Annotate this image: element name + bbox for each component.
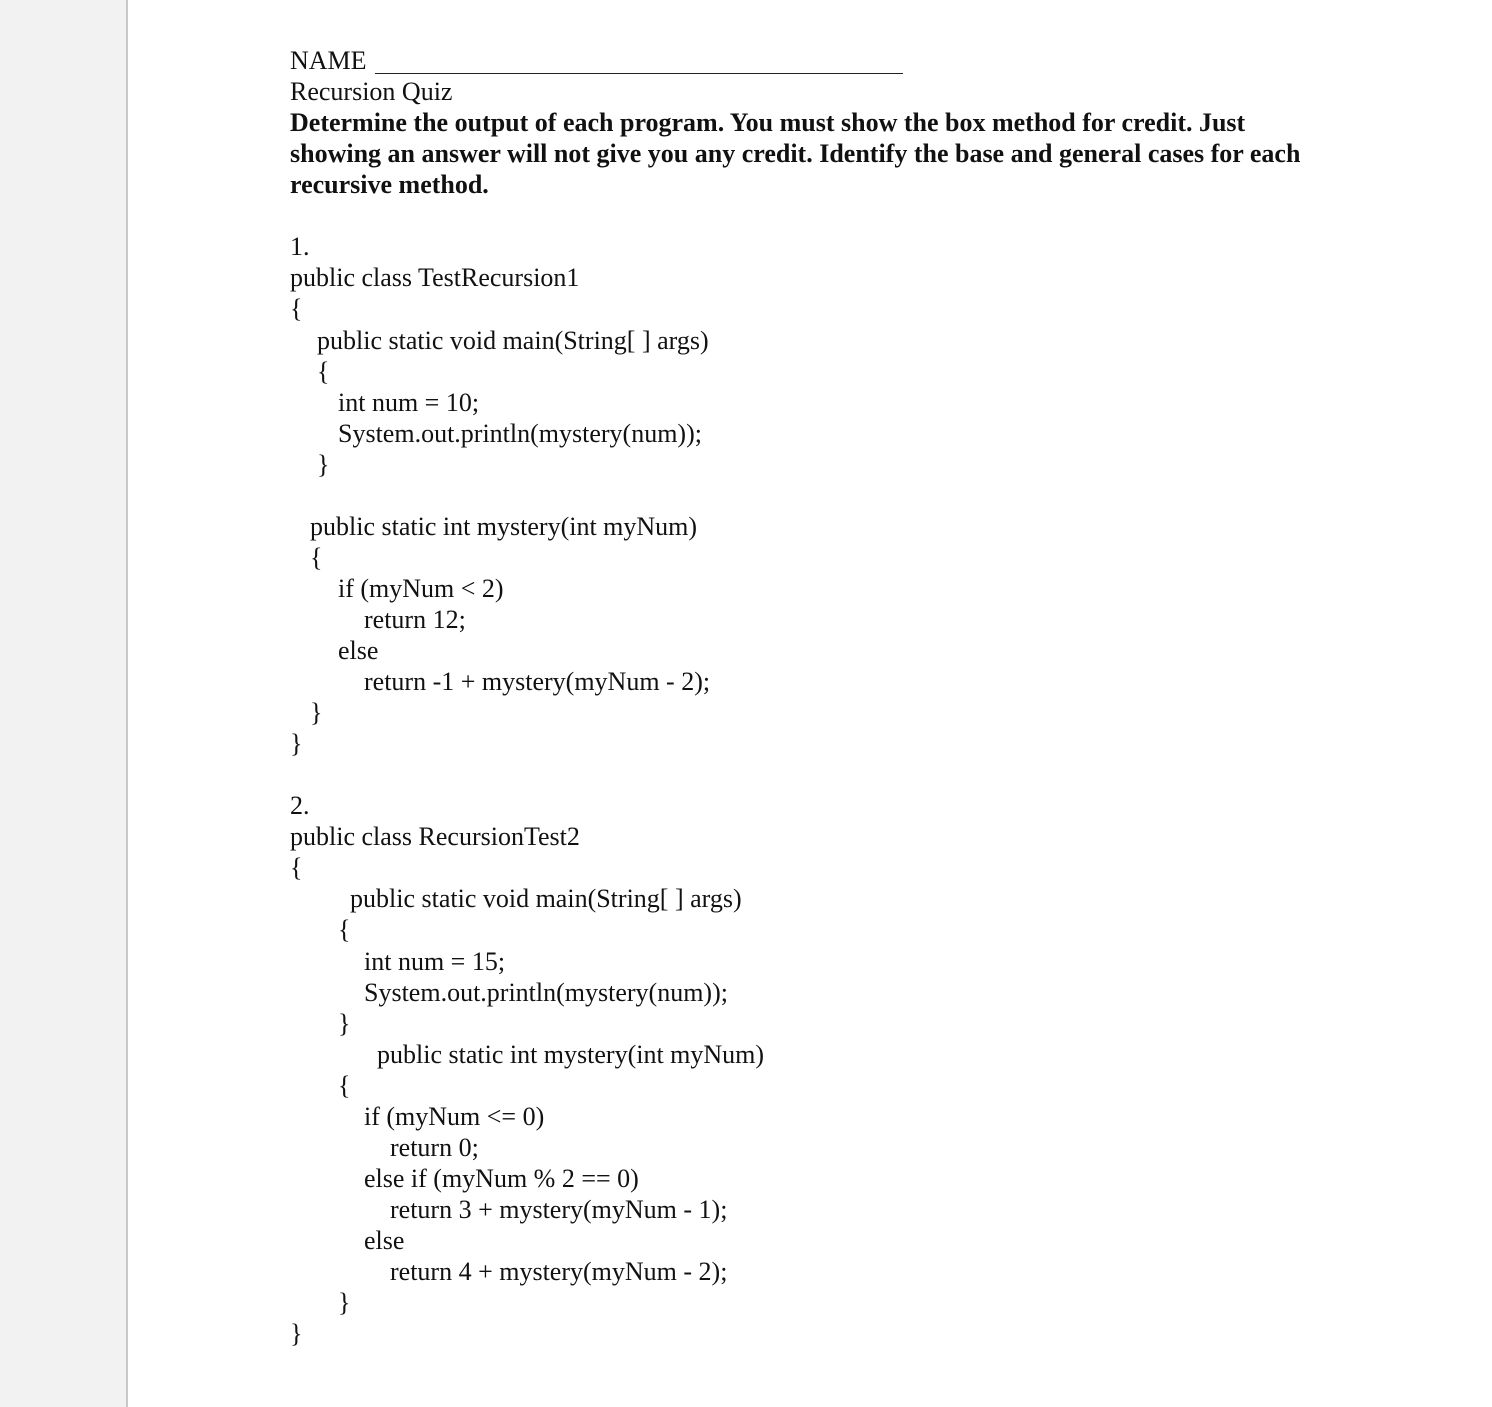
code-line: return 3 + mystery(myNum - 1); bbox=[390, 1195, 728, 1224]
problem-2-number: 2. bbox=[290, 791, 310, 820]
quiz-title: Recursion Quiz bbox=[290, 77, 453, 106]
code-line: int num = 15; bbox=[364, 947, 506, 976]
code-line: return 0; bbox=[390, 1133, 479, 1162]
code-line: } bbox=[338, 1288, 351, 1317]
code-line: { bbox=[290, 294, 303, 323]
left-margin bbox=[0, 0, 128, 1407]
code-line: public static void main(String[ ] args) bbox=[350, 884, 742, 913]
code-line: { bbox=[338, 915, 351, 944]
code-line: { bbox=[338, 1071, 351, 1100]
code-line: public static int mystery(int myNum) bbox=[310, 512, 698, 541]
code-line: else bbox=[338, 636, 379, 665]
code-line: int num = 10; bbox=[338, 388, 480, 417]
instructions-line-1: Determine the output of each program. You must show the box method for credit. Just bbox=[290, 108, 1246, 137]
code-line: public class TestRecursion1 bbox=[290, 263, 580, 292]
code-line: System.out.println(mystery(num)); bbox=[338, 419, 702, 448]
code-line: if (myNum < 2) bbox=[338, 574, 504, 603]
instructions-line-3: recursive method. bbox=[290, 170, 489, 199]
code-line: else if (myNum % 2 == 0) bbox=[364, 1164, 639, 1193]
problem-1-number: 1. bbox=[290, 232, 310, 261]
code-line: } bbox=[310, 698, 323, 727]
code-line: } bbox=[338, 1009, 351, 1038]
instructions-line-2: showing an answer will not give you any credit. Identify the base and general cases for each bbox=[290, 139, 1301, 168]
code-line: return 4 + mystery(myNum - 2); bbox=[390, 1257, 728, 1286]
code-line: { bbox=[317, 357, 330, 386]
document-page bbox=[128, 0, 1492, 1407]
code-line: { bbox=[310, 543, 323, 572]
code-line: else bbox=[364, 1226, 405, 1255]
code-line: return -1 + mystery(myNum - 2); bbox=[364, 667, 711, 696]
code-line: } bbox=[290, 729, 303, 758]
code-line: public static int mystery(int myNum) bbox=[377, 1040, 765, 1069]
name-blank-line[interactable] bbox=[375, 73, 903, 74]
code-line: public static void main(String[ ] args) bbox=[317, 326, 709, 355]
code-line: { bbox=[290, 853, 303, 882]
code-line: System.out.println(mystery(num)); bbox=[364, 978, 728, 1007]
code-line: } bbox=[290, 1319, 303, 1348]
name-label: NAME bbox=[290, 46, 367, 75]
code-line: return 12; bbox=[364, 605, 466, 634]
code-line: if (myNum <= 0) bbox=[364, 1102, 545, 1131]
code-line: public class RecursionTest2 bbox=[290, 822, 580, 851]
code-line: } bbox=[317, 450, 330, 479]
